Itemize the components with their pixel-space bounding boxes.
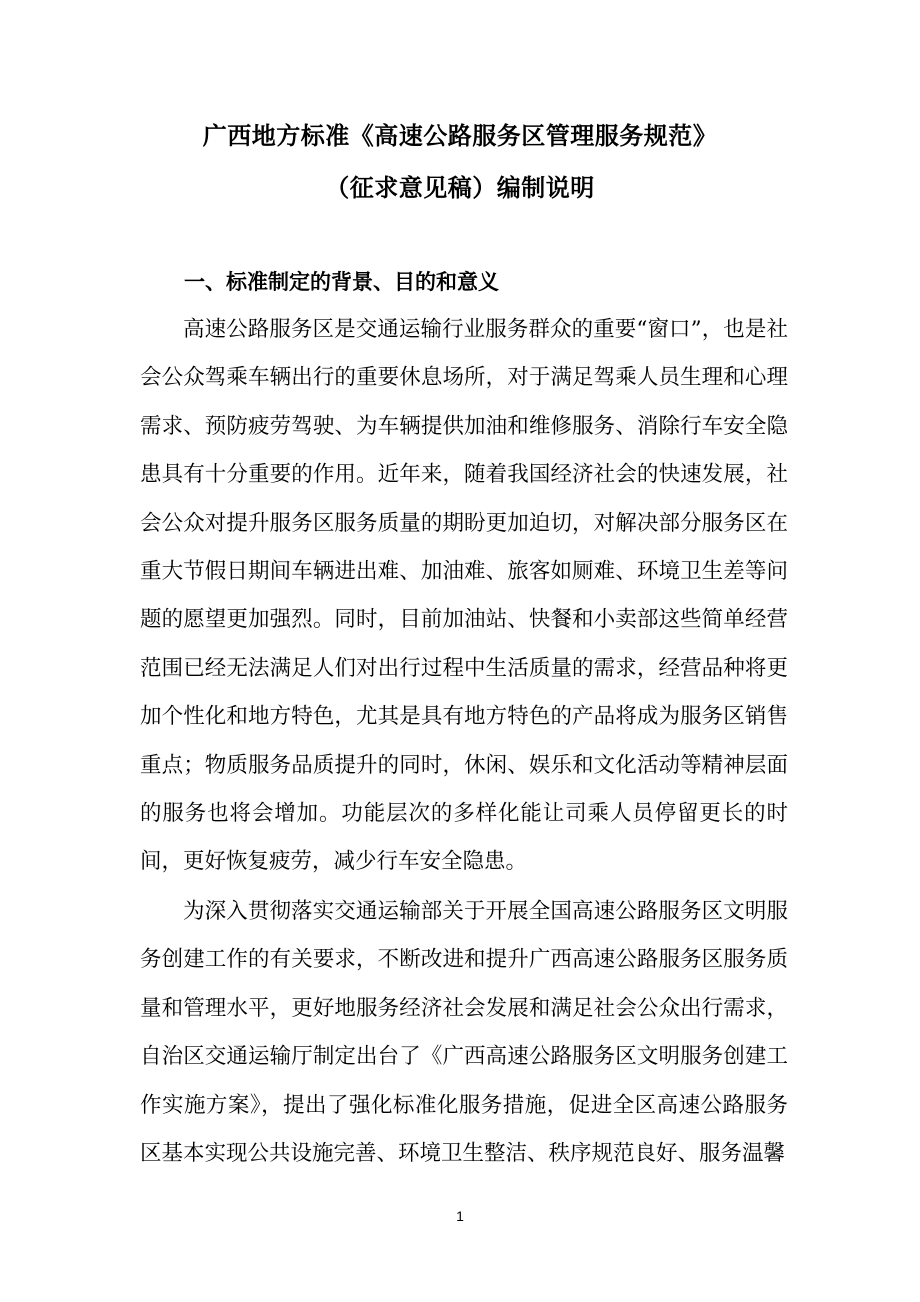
title-line-2: （征求意见稿）编制说明 xyxy=(325,173,595,202)
title-line-1: 广西地方标准《高速公路服务区管理服务规范》 xyxy=(202,121,718,150)
page-number: 1 xyxy=(456,1208,464,1224)
section-heading-1: 一、标准制定的背景、目的和意义 xyxy=(184,269,499,294)
paragraph-1: 高速公路服务区是交通运输行业服务群众的重要“窗口”，也是社会公众驾乘车辆出行的重要休息场所，对于满足驾乘人员生理和心理需求、预防疲劳驾驶、为车辆提供加油和维修服务、消除行车安全隐患具有十分重要的作用。近年来，随着我国经济社会的快速发展，社会公众对提升服务区服务质量的期盼更加迫切，对解决部分服务区在重大节假日期间车辆进出难、加油难、旅客如厕难、环境卫生差等问题的愿望更加强烈。同时，目前加油站、快餐和小卖部这些简单经营范围已经无法满足人们对出行过程中生活质量的需求，经营品种将更加个性化和地方特色，尤其是具有地方特色的产品将成为服务区销售重点；物质服务品质提升的同时，休闲、娱乐和文化活动等精神层面的服务也将会增加。功能层次的多样化能让司乘人员停留更长的时间，更好恢复疲劳，减少行车安全隐患。 xyxy=(140,317,788,875)
paragraph-2: 为深入贯彻落实交通运输部关于开展全国高速公路服务区文明服务创建工作的有关要求，不断改进和提升广西高速公路服务区服务质量和管理水平，更好地服务经济社会发展和满足社会公众出行需求，自治区交通运输厅制定出台了《广西高速公路服务区文明服务创建工作实施方案》，提出了强化标准化服务措施，促进全区高速公路服务区基本实现公共设施完善、环境卫生整洁、秩序规范良好、服务温馨 xyxy=(140,899,788,1167)
document-title xyxy=(0,110,920,214)
